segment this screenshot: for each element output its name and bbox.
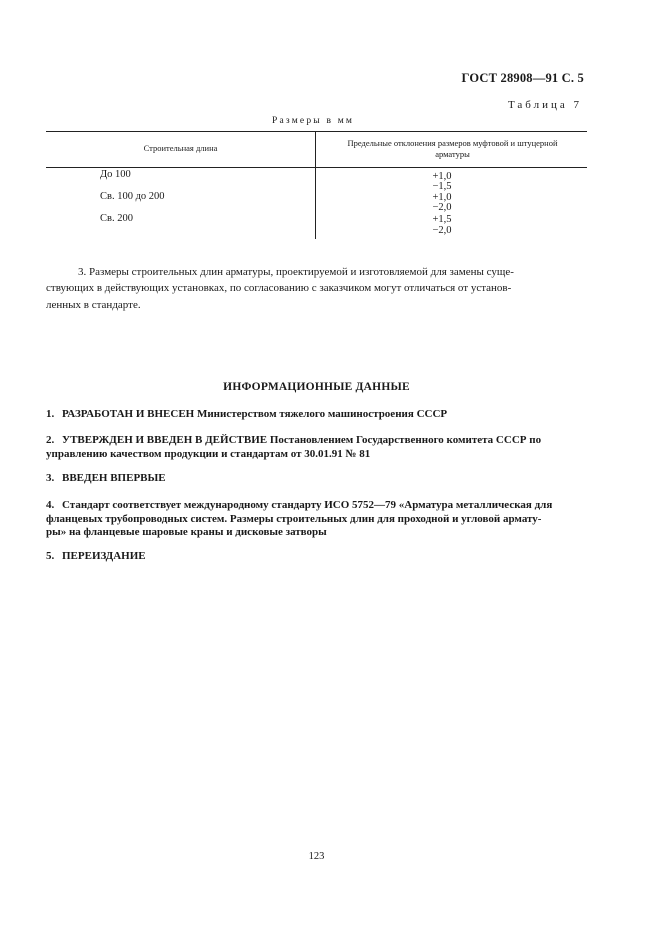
table-row-label: Св. 200 [100,213,133,224]
info-item-5 [46,550,587,564]
info-item-number: 1. [46,408,55,420]
info-item-number: 3. [46,472,55,484]
table-row-deviation-plus: +1,0 [432,192,452,203]
table-row-label: До 100 [100,169,131,180]
table-row-deviation-plus: +1,0 [432,171,452,182]
table-column-divider [315,131,316,239]
table-row-deviation-plus: +1,5 [432,214,452,225]
table-row-deviation-minus: −1,5 [432,181,452,192]
info-item-text: РАЗРАБОТАН И ВНЕСЕН Министерством тяжелого машиностроения СССР [62,408,448,420]
info-item-text: Стандарт соответствует международному стандарту ИСО 5752—79 «Арматура металлическая для [62,499,553,511]
paragraph-3-line1: 3. Размеры строительных длин арматуры, проектируемой и изготовляемой для замены суще- [78,266,514,278]
info-item-text-cont: управлению качеством продукции и стандартам от 30.01.91 № 81 [46,447,371,460]
document-header: ГОСТ 28908—91 С. 5 [461,71,584,85]
table-row-deviation-minus: −2,0 [432,225,452,236]
table-header-deviations [318,138,587,160]
table-row-deviation-minus: −2,0 [432,202,452,213]
info-item-2 [46,434,587,461]
table-header-deviations-line1: Предельные отклонения размеров муфтовой и штуцерной [347,138,558,148]
table-header-deviations-line2: арматуры [435,149,470,159]
info-item-4 [46,499,587,540]
page-number: 123 [308,851,325,862]
paragraph-3-line3: ленных в стандарте. [46,298,141,311]
table-header-length: Строительная длина [143,143,218,153]
table-row-label: Св. 100 до 200 [100,191,165,202]
info-item-number: 4. [46,499,55,511]
info-item-3 [46,472,587,486]
info-item-text-cont: фланцевых трубопроводных систем. Размеры строительных длин для проходной и угловой армату- [46,512,542,525]
info-item-text-cont: ры» на фланцевые шаровые краны и дисковые затворы [46,526,327,538]
table-top-rule [46,131,587,132]
info-item-text: ВВЕДЕН ВПЕРВЫЕ [62,472,166,484]
paragraph-3-continuation [46,280,587,313]
info-item-text: УТВЕРЖДЕН И ВВЕДЕН В ДЕЙСТВИЕ Постановлением Государственного комитета СССР по [62,434,542,446]
info-item-1 [46,408,587,422]
table-caption: Размеры в мм [272,116,355,126]
table-number: Таблица 7 [507,99,582,111]
table-header-rule [46,167,587,168]
info-item-text: ПЕРЕИЗДАНИЕ [62,550,146,562]
info-title: ИНФОРМАЦИОННЫЕ ДАННЫЕ [223,381,410,393]
paragraph-3 [78,264,587,281]
info-item-number: 2. [46,434,55,446]
info-item-number: 5. [46,550,55,562]
paragraph-3-line2: ствующих в действующих установках, по согласованию с заказчиком могут отличаться от установ- [46,282,512,294]
